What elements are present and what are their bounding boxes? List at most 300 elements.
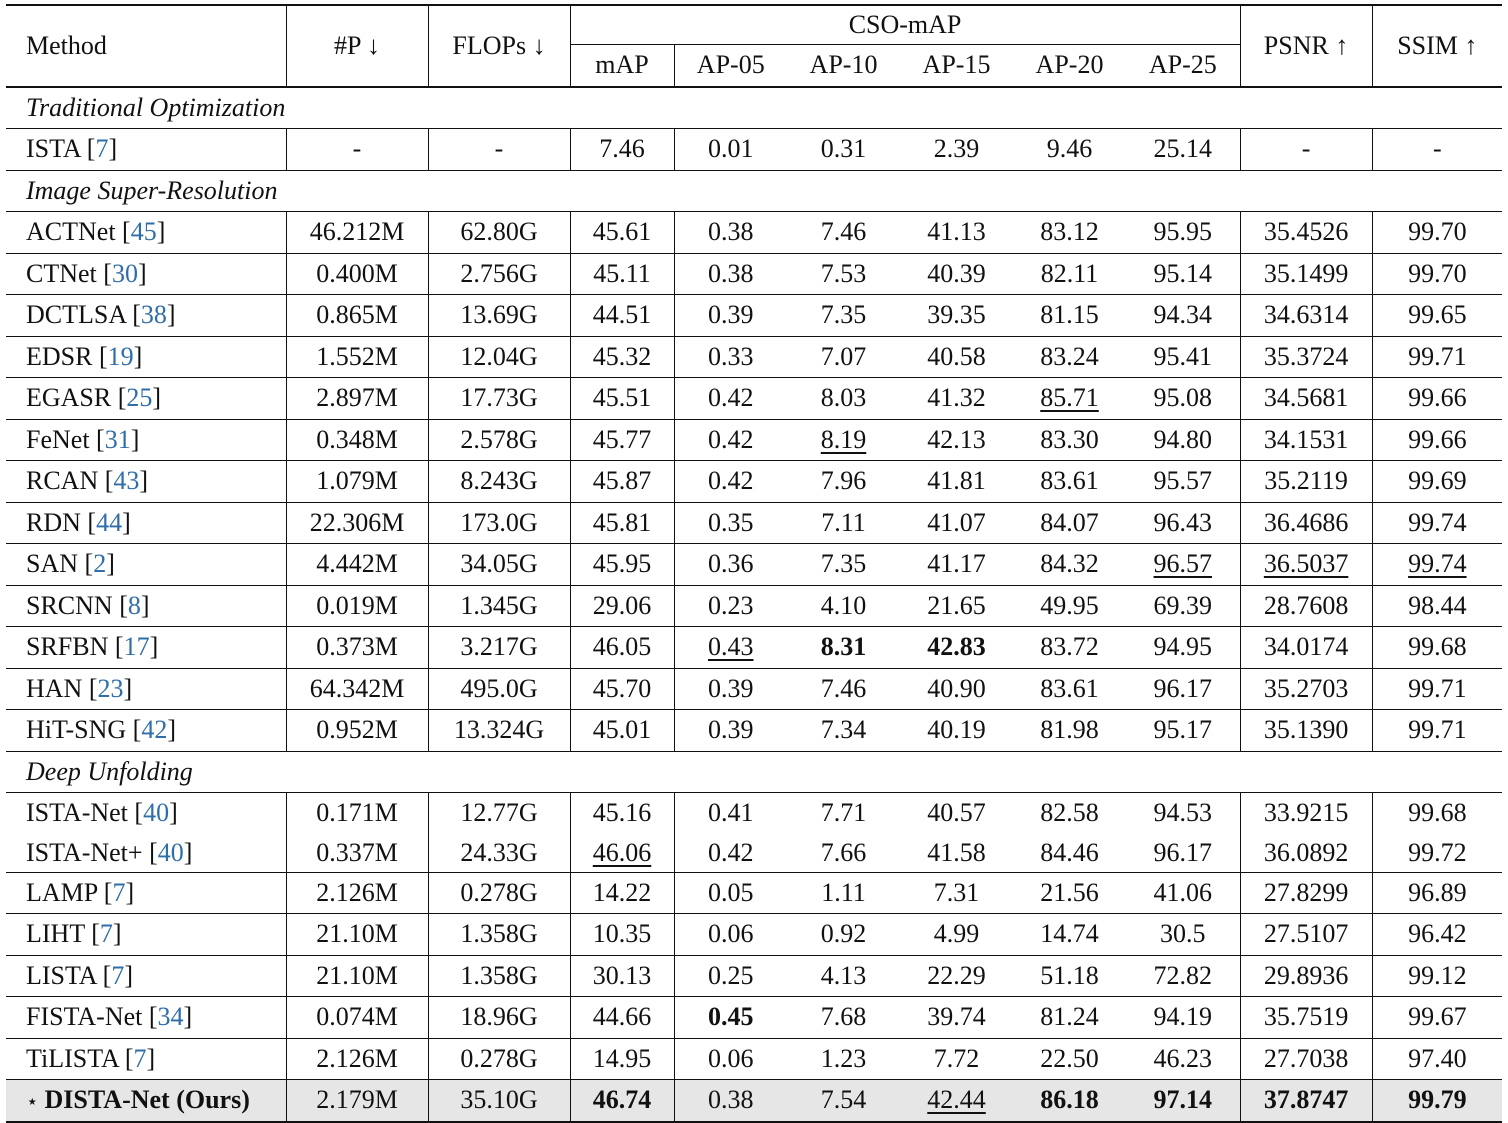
value-cell (1126, 461, 1240, 503)
cell-value: 83.24 (1040, 341, 1099, 371)
value-cell (674, 1038, 787, 1080)
cell-value: 45.16 (592, 798, 652, 828)
cell-value: 81.98 (1040, 715, 1099, 745)
value-cell (286, 872, 428, 914)
value-cell (787, 212, 900, 254)
cell-value: 13.324G (453, 715, 545, 745)
cell-value: 46.74 (592, 1085, 652, 1115)
value-cell (286, 834, 428, 873)
cell-value: 99.66 (1408, 383, 1467, 413)
cell-value: 27.8299 (1263, 877, 1349, 907)
value-cell (900, 295, 1013, 337)
value-cell (570, 955, 674, 997)
method-name: FISTA-Net (26, 1002, 143, 1032)
table-row (6, 212, 1502, 254)
cell-value: 29.8936 (1263, 960, 1349, 990)
value-cell (674, 627, 787, 669)
cell-value: - (352, 134, 362, 164)
method-cell (6, 295, 286, 337)
value-cell (286, 914, 428, 956)
value-cell (286, 295, 428, 337)
value-cell (1013, 336, 1126, 378)
cell-value: 1.358G (460, 919, 538, 949)
value-cell (1013, 914, 1126, 956)
value-cell (1126, 336, 1240, 378)
cell-value: 44.66 (592, 1002, 652, 1032)
citation-link[interactable]: 7 (112, 877, 126, 907)
cell-value: 40.58 (927, 341, 986, 371)
value-cell (1013, 129, 1126, 171)
value-cell (674, 336, 787, 378)
value-cell (787, 793, 900, 834)
value-cell (428, 793, 570, 834)
value-cell (1013, 1038, 1126, 1080)
cell-value: 0.074M (316, 1002, 398, 1032)
method-cell (6, 710, 286, 752)
value-cell (1013, 997, 1126, 1039)
method-name: RCAN (26, 466, 99, 496)
header-cso-map-group: CSO-mAP (570, 5, 1240, 45)
citation-link[interactable]: 38 (140, 300, 167, 330)
cell-value: 2.578G (460, 424, 538, 454)
cell-value: 7.72 (933, 1043, 980, 1073)
value-cell (900, 872, 1013, 914)
value-cell (900, 914, 1013, 956)
method-cell (6, 793, 286, 834)
cell-value: 4.13 (820, 960, 867, 990)
method-name: SRCNN (26, 590, 113, 620)
cell-value: 18.96G (460, 1002, 538, 1032)
cell-value: 42.13 (927, 424, 986, 454)
cell-value: 81.24 (1040, 1002, 1099, 1032)
value-cell (1013, 544, 1126, 586)
value-cell (787, 461, 900, 503)
value-cell (1240, 793, 1372, 834)
method-name: EDSR (26, 341, 93, 371)
value-cell (900, 793, 1013, 834)
value-cell (1240, 668, 1372, 710)
cell-value: 0.337M (316, 837, 398, 867)
value-cell (570, 872, 674, 914)
cell-value: 35.10G (460, 1085, 538, 1115)
method-cell (6, 872, 286, 914)
cell-value: 95.41 (1153, 341, 1213, 371)
cell-value: 40.90 (927, 673, 986, 703)
value-cell (1013, 872, 1126, 914)
cell-value: 0.92 (820, 919, 867, 949)
citation-link[interactable]: 40 (143, 798, 170, 828)
cell-value: 7.46 (820, 217, 867, 247)
cell-value: 9.46 (1046, 134, 1093, 164)
value-cell (428, 253, 570, 295)
cell-value: - (494, 134, 504, 164)
value-cell (428, 544, 570, 586)
value-cell (1013, 585, 1126, 627)
value-cell (1013, 378, 1126, 420)
cell-value: 0.952M (316, 715, 398, 745)
value-cell (1240, 585, 1372, 627)
citation-bracket: [ (80, 134, 96, 164)
value-cell (286, 419, 428, 461)
value-cell (428, 668, 570, 710)
citation-link[interactable]: 44 (96, 507, 123, 537)
method-name: ISTA-Net+ (26, 837, 143, 867)
value-cell (1240, 378, 1372, 420)
value-cell (570, 253, 674, 295)
cell-value: 82.58 (1040, 798, 1099, 828)
citation-bracket: [ (118, 1043, 134, 1073)
cell-value: 45.61 (592, 217, 652, 247)
value-cell (1126, 1038, 1240, 1080)
citation-link[interactable]: 25 (126, 383, 153, 413)
table-row (6, 461, 1502, 503)
value-cell (286, 1038, 428, 1080)
cell-value: 95.57 (1153, 466, 1213, 496)
cell-value: 96.43 (1153, 507, 1213, 537)
value-cell (286, 502, 428, 544)
section-title: Deep Unfolding (6, 751, 1502, 793)
results-table (6, 4, 1502, 1123)
cell-value: 35.2119 (1264, 466, 1348, 496)
citation-link[interactable]: 31 (104, 424, 131, 454)
table-row (6, 793, 1502, 834)
cell-value: 1.11 (821, 877, 866, 907)
value-cell (787, 378, 900, 420)
citation-link[interactable]: 7 (95, 134, 109, 164)
citation-bracket: ] (106, 549, 115, 579)
citation-bracket: ] (130, 424, 140, 454)
cell-value: 34.05G (460, 549, 538, 579)
value-cell (1126, 585, 1240, 627)
value-cell (570, 585, 674, 627)
cell-value: 0.865M (316, 300, 398, 330)
cell-value: 2.126M (316, 877, 398, 907)
cell-value: 7.96 (820, 466, 867, 496)
citation-link[interactable]: 19 (107, 341, 134, 371)
method-name: LAMP (26, 877, 98, 907)
method-name: RDN (26, 507, 81, 537)
value-cell (1372, 585, 1502, 627)
method-cell (6, 955, 286, 997)
value-cell (787, 502, 900, 544)
value-cell (674, 253, 787, 295)
value-cell (1240, 834, 1372, 873)
value-cell (1126, 955, 1240, 997)
cell-value: 17.73G (460, 383, 538, 413)
cell-value: 0.38 (708, 217, 754, 247)
value-cell (1240, 1038, 1372, 1080)
cell-value: 0.38 (708, 1085, 754, 1115)
value-cell (1013, 461, 1126, 503)
citation-bracket: ] (137, 258, 147, 288)
value-cell (900, 544, 1013, 586)
cell-value: 0.38 (708, 258, 754, 288)
cell-value: 0.35 (708, 507, 754, 537)
value-cell (787, 914, 900, 956)
value-cell (674, 502, 787, 544)
citation-bracket: ] (124, 960, 133, 990)
cell-value: 14.74 (1040, 919, 1099, 949)
citation-bracket: ] (146, 1043, 156, 1073)
cell-value: 0.06 (708, 919, 754, 949)
value-cell (787, 997, 900, 1039)
method-cell (6, 585, 286, 627)
cell-value: 96.17 (1153, 837, 1213, 867)
value-cell (570, 295, 674, 337)
citation-bracket: ] (123, 673, 133, 703)
cell-value: 81.15 (1040, 300, 1099, 330)
table-row (6, 834, 1502, 873)
citation-bracket: [ (112, 590, 128, 620)
table-row (6, 710, 1502, 752)
value-cell (570, 668, 674, 710)
value-cell (674, 793, 787, 834)
citation-link[interactable]: 8 (127, 590, 141, 620)
citation-bracket: ] (156, 217, 166, 247)
cell-value: 96.42 (1408, 919, 1467, 949)
value-cell (570, 793, 674, 834)
cell-value: 7.46 (599, 134, 645, 164)
value-cell (674, 295, 787, 337)
value-cell (1013, 502, 1126, 544)
citation-link[interactable]: 17 (123, 632, 150, 662)
cell-value: 0.400M (316, 258, 398, 288)
cell-value: 45.95 (592, 549, 652, 579)
cell-value: 69.39 (1153, 590, 1213, 620)
cell-value: 0.05 (708, 877, 754, 907)
header-psnr: PSNR ↑ (1240, 5, 1372, 87)
value-cell (570, 997, 674, 1039)
cell-value: 36.5037 (1263, 549, 1349, 579)
cell-value: 41.32 (927, 383, 986, 413)
value-cell (1013, 419, 1126, 461)
value-cell (570, 834, 674, 873)
citation-link[interactable]: 34 (157, 1002, 184, 1032)
cell-value: 99.67 (1408, 1002, 1467, 1032)
value-cell (1372, 914, 1502, 956)
cell-value: 94.34 (1153, 300, 1213, 330)
cell-value: 99.69 (1408, 466, 1467, 496)
value-cell (428, 212, 570, 254)
cell-value: 0.42 (708, 466, 754, 496)
value-cell (900, 585, 1013, 627)
header-ap05: AP-05 (674, 45, 787, 87)
cell-value: 39.74 (927, 1002, 986, 1032)
method-name: HAN (26, 673, 83, 703)
method-cell (6, 419, 286, 461)
value-cell (900, 710, 1013, 752)
cell-value: 0.23 (708, 590, 754, 620)
value-cell (570, 378, 674, 420)
citation-link[interactable]: 43 (113, 466, 140, 496)
value-cell (1240, 1080, 1372, 1122)
method-cell (6, 1080, 286, 1122)
citation-link[interactable]: 40 (157, 837, 184, 867)
table-row (6, 914, 1502, 956)
value-cell (1372, 997, 1502, 1039)
cell-value: 45.11 (593, 258, 651, 288)
table-row (6, 544, 1502, 586)
value-cell (570, 1038, 674, 1080)
value-cell (1372, 627, 1502, 669)
citation-bracket: ] (149, 632, 159, 662)
method-cell (6, 253, 286, 295)
cell-value: 94.95 (1153, 632, 1213, 662)
value-cell (1372, 1080, 1502, 1122)
cell-value: 1.23 (820, 1043, 867, 1073)
value-cell (674, 997, 787, 1039)
cell-value: 7.35 (820, 300, 867, 330)
cell-value: 35.2703 (1263, 673, 1349, 703)
cell-value: 94.53 (1153, 798, 1213, 828)
value-cell (787, 627, 900, 669)
cell-value: 42.83 (927, 632, 986, 662)
value-cell (674, 129, 787, 171)
cell-value: 1.345G (460, 590, 538, 620)
citation-link[interactable]: 45 (130, 217, 157, 247)
value-cell (787, 1080, 900, 1122)
value-cell (900, 1080, 1013, 1122)
citation-bracket: ] (166, 300, 176, 330)
cell-value: 99.71 (1408, 673, 1467, 703)
cell-value: 495.0G (460, 673, 538, 703)
value-cell (1240, 419, 1372, 461)
cell-value: 64.342M (309, 673, 405, 703)
citation-bracket: ] (183, 1002, 193, 1032)
method-name: SAN (26, 549, 79, 579)
section-title: Image Super-Resolution (6, 170, 1502, 212)
value-cell (1240, 336, 1372, 378)
table-row (6, 253, 1502, 295)
cell-value: 96.89 (1408, 877, 1467, 907)
cell-value: 7.46 (820, 673, 867, 703)
citation-link[interactable]: 7 (133, 1043, 147, 1073)
value-cell (286, 627, 428, 669)
method-name: HiT-SNG (26, 715, 127, 745)
cell-value: 99.74 (1408, 507, 1467, 537)
cell-value: 0.019M (316, 590, 398, 620)
method-name: DISTA-Net (Ours) (44, 1085, 250, 1115)
value-cell (787, 710, 900, 752)
citation-link[interactable]: 30 (111, 258, 138, 288)
cell-value: 36.0892 (1263, 837, 1349, 867)
value-cell (286, 461, 428, 503)
table-row (6, 336, 1502, 378)
value-cell (286, 378, 428, 420)
value-cell (570, 544, 674, 586)
cell-value: 27.5107 (1263, 919, 1349, 949)
cell-value: 29.06 (592, 590, 652, 620)
method-cell (6, 1038, 286, 1080)
cell-value: 99.12 (1408, 960, 1467, 990)
value-cell (1126, 253, 1240, 295)
cell-value: 45.81 (592, 507, 652, 537)
cell-value: 22.50 (1040, 1043, 1099, 1073)
value-cell (1372, 129, 1502, 171)
cell-value: 34.0174 (1263, 632, 1349, 662)
citation-link[interactable]: 7 (99, 919, 113, 949)
value-cell (286, 544, 428, 586)
value-cell (1372, 336, 1502, 378)
cell-value: 1.358G (460, 960, 538, 990)
value-cell (787, 834, 900, 873)
value-cell (900, 129, 1013, 171)
citation-bracket: ] (108, 134, 118, 164)
cell-value: 84.46 (1040, 837, 1099, 867)
citation-link[interactable]: 42 (141, 715, 168, 745)
value-cell (1013, 955, 1126, 997)
value-cell (1240, 502, 1372, 544)
cell-value: 28.7608 (1263, 590, 1349, 620)
method-name: SRFBN (26, 632, 109, 662)
value-cell (428, 461, 570, 503)
value-cell (1126, 1080, 1240, 1122)
citation-bracket: ] (125, 877, 135, 907)
cell-value: 7.31 (933, 877, 980, 907)
value-cell (900, 502, 1013, 544)
cell-value: 99.65 (1408, 300, 1467, 330)
cell-value: 46.06 (592, 837, 652, 867)
cell-value: 34.5681 (1263, 383, 1349, 413)
cell-value: 41.58 (927, 837, 986, 867)
value-cell (787, 872, 900, 914)
table-row (6, 585, 1502, 627)
value-cell (428, 378, 570, 420)
cell-value: 0.06 (708, 1043, 754, 1073)
value-cell (570, 129, 674, 171)
citation-link[interactable]: 2 (93, 549, 107, 579)
table-row (6, 502, 1502, 544)
cell-value: 41.06 (1153, 877, 1213, 907)
cell-value: 173.0G (460, 507, 538, 537)
table-row (6, 419, 1502, 461)
cell-value: 97.14 (1153, 1085, 1213, 1115)
value-cell (1126, 872, 1240, 914)
cell-value: 30.5 (1160, 919, 1206, 949)
value-cell (1240, 295, 1372, 337)
cell-value: 95.17 (1153, 715, 1213, 745)
value-cell (900, 419, 1013, 461)
method-name: ISTA (26, 134, 81, 164)
value-cell (286, 793, 428, 834)
value-cell (428, 502, 570, 544)
cell-value: 12.77G (460, 798, 538, 828)
citation-bracket: [ (97, 877, 113, 907)
cell-value: 0.171M (316, 798, 398, 828)
table-row (6, 997, 1502, 1039)
value-cell (1372, 668, 1502, 710)
cell-value: 21.65 (927, 590, 986, 620)
value-cell (1372, 793, 1502, 834)
value-cell (1126, 668, 1240, 710)
cell-value: 98.44 (1408, 590, 1467, 620)
value-cell (1126, 997, 1240, 1039)
citation-link[interactable]: 23 (97, 673, 124, 703)
cell-value: 33.9215 (1263, 798, 1349, 828)
cell-value: 41.07 (927, 507, 986, 537)
value-cell (900, 378, 1013, 420)
value-cell (674, 212, 787, 254)
value-cell (1372, 834, 1502, 873)
value-cell (900, 253, 1013, 295)
cell-value: 41.81 (927, 466, 986, 496)
cell-value: 0.278G (460, 1043, 538, 1073)
cell-value: 42.44 (927, 1085, 986, 1115)
cell-value: 0.36 (708, 549, 754, 579)
citation-link[interactable]: 7 (111, 960, 125, 990)
cell-value: 83.12 (1040, 217, 1099, 247)
cell-value: 2.39 (933, 134, 980, 164)
